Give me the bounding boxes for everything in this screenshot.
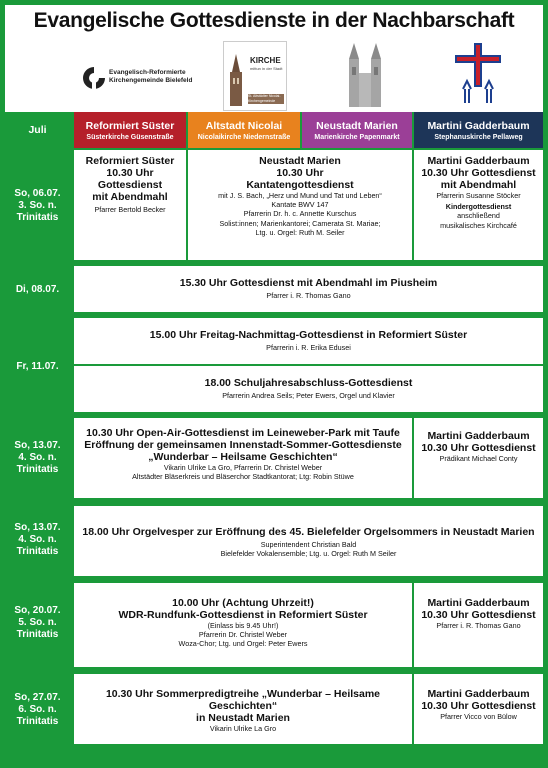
row1-marien-cantata: mit J. S. Bach, „Herz und Mund und Tat und Leben“	[218, 191, 382, 200]
cross-icon	[453, 41, 503, 109]
row4-date	[5, 440, 70, 476]
col2-header	[188, 112, 300, 148]
col2-sub: Nicolaikirche Niedernstraße	[197, 134, 291, 141]
row1-martini-detail: mit Abendmahl	[440, 179, 517, 191]
row6-martini-church: Martini Gadderbaum	[427, 597, 530, 609]
col3-header	[302, 112, 412, 148]
row7-martini-pastor: Pfarrer Vicco von Bülow	[440, 712, 517, 721]
row4-martini-pastor: Prädikant Michael Conty	[439, 454, 518, 463]
row5-date	[5, 522, 70, 558]
twin-towers-icon	[345, 43, 385, 107]
row1-marien-service: Kantatengottesdienst	[246, 179, 354, 191]
row7-martini-time: 10.30 Uhr Gottesdienst	[421, 700, 536, 712]
row1-martini-church: Martini Gadderbaum	[427, 155, 530, 167]
row1-date-line3: Trinitatis	[16, 212, 59, 223]
row4-date-line2: 4. So. n.	[18, 452, 57, 463]
row7-martini-cell	[414, 674, 543, 744]
row1-date	[5, 188, 70, 224]
row6-entry-note: (Einlass bis 9.45 Uhr!)	[207, 621, 279, 630]
row1-reformiert-time: 10.30 Uhr	[106, 167, 154, 179]
row4-subtitle: Eröffnung der gemeinsamen Innenstadt-Sommer-Gottesdienste	[84, 439, 402, 451]
row6-martini-cell	[414, 583, 543, 667]
row5-date-line1: So, 13.07.	[14, 522, 61, 533]
col3-sub: Marienkirche Papenmarkt	[314, 134, 400, 141]
row4-date-line1: So, 13.07.	[14, 440, 61, 451]
row3-date-line1: Fr, 11.07.	[16, 361, 59, 372]
row2-date	[5, 284, 70, 296]
row2-title: 15.30 Uhr Gottesdienst mit Abendmahl im Piusheim	[179, 277, 438, 289]
row1-marien-organ: Ltg. u. Orgel: Ruth M. Seiler	[255, 227, 345, 237]
row1-marien-time: 10.30 Uhr	[276, 167, 324, 179]
row5-cell	[74, 506, 543, 576]
row2-date-line1: Di, 08.07.	[15, 284, 60, 295]
row1-reformiert-cell	[74, 150, 186, 260]
row4-title: 10.30 Uhr Open-Air-Gottesdienst im Leineweber-Park mit Taufe	[86, 427, 400, 439]
row1-date-line2: 3. So. n.	[18, 200, 57, 211]
marien-logo	[345, 43, 385, 107]
row7-date	[5, 692, 70, 728]
row5-date-line2: 4. So. n.	[18, 534, 57, 545]
row7-date-line2: 6. So. n.	[18, 704, 57, 715]
row3b-pastor: Pfarrerin Andrea Seils; Peter Ewers, Orgel und Klavier	[222, 391, 395, 400]
row3b-cell	[74, 366, 543, 412]
nicolai-tagline: mittun in der Stadt	[250, 66, 283, 71]
row6-martini-pastor: Pfarrer i. R. Thomas Gano	[436, 621, 521, 630]
row4-martini-church: Martini Gadderbaum	[427, 430, 530, 442]
row1-marien-church: Neustadt Marien	[259, 155, 341, 167]
row7-location: in Neustadt Marien	[196, 712, 290, 724]
row6-martini-time: 10.30 Uhr Gottesdienst	[421, 609, 536, 621]
row1-reformiert-church: Reformiert Süster	[85, 155, 175, 167]
row1-martini-cell	[414, 150, 543, 260]
col4-name: Martini Gadderbaum	[427, 120, 530, 132]
page-title: Evangelische Gottesdienste in der Nachbarschaft	[5, 5, 543, 37]
row1-marien-bwv: Kantate BWV 147	[271, 200, 329, 210]
row3a-pastor: Pfarrerin i. R. Erika Edusei	[266, 343, 351, 352]
row3a-title: 15.00 Uhr Freitag-Nachmittag-Gottesdienst in Reformiert Süster	[149, 329, 468, 341]
row4-date-line3: Trinitatis	[16, 464, 59, 475]
logo-strip	[5, 37, 543, 112]
month-header	[5, 112, 70, 148]
row4-series: „Wunderbar – Heilsame Geschichten“	[148, 451, 338, 463]
row5-pastor: Superintendent Christian Bald	[260, 540, 357, 549]
row5-title: 18.00 Uhr Orgelvesper zur Eröffnung des 45. Bielefelder Orgelsommers in Neustadt Marien	[82, 526, 535, 538]
row1-martini-kids: Kindergottesdienst	[445, 202, 512, 212]
col4-sub: Stephanuskirche Pellaweg	[434, 134, 523, 141]
row6-main-cell	[74, 583, 412, 667]
row1-marien-musicians: Solist:innen; Marienkantorei; Camerata St. Mariae;	[219, 218, 381, 228]
row6-date-line1: So, 20.07.	[14, 605, 61, 616]
row7-pastor: Vikarin Ulrike La Gro	[209, 724, 277, 733]
row6-date	[5, 605, 70, 641]
martini-logo	[453, 41, 503, 109]
row1-reformiert-service: Gottesdienst	[97, 179, 163, 191]
row1-martini-cafe: musikalisches Kirchcafé	[440, 220, 517, 230]
row1-date-line1: So, 06.07.	[14, 188, 61, 199]
reformiert-logo	[81, 63, 193, 93]
row6-music: Woza-Chor; Ltg. und Orgel: Peter Ewers	[178, 639, 308, 649]
row3-date	[5, 361, 70, 373]
row4-martini-cell	[414, 418, 543, 498]
row7-title: 10.30 Uhr Sommerpredigtreihe „Wunderbar – Heilsame Geschichten“	[105, 688, 381, 712]
nicolai-logo	[223, 41, 287, 111]
row7-main-cell	[74, 674, 412, 744]
row5-date-line3: Trinitatis	[16, 546, 59, 557]
row7-date-line1: So, 27.07.	[14, 692, 61, 703]
row2-cell	[74, 266, 543, 312]
col3-name: Neustadt Marien	[316, 120, 398, 132]
row1-martini-pastor: Pfarrerin Susanne Stöcker	[436, 191, 521, 200]
row7-date-line3: Trinitatis	[16, 716, 59, 727]
col4-header	[414, 112, 543, 148]
nicolai-kirche-word: KIRCHE	[250, 56, 281, 65]
row4-main-cell	[74, 418, 412, 498]
row4-music: Altstädter Bläserkreis und Bläserchor Stadtkantorat; Ltg: Robin Stüwe	[132, 472, 354, 482]
row1-marien-pastor: Pfarrerin Dr. h. c. Annette Kurschus	[243, 209, 357, 219]
row6-date-line2: 5. So. n.	[18, 617, 57, 628]
row3b-title: 18.00 Schuljahresabschluss-Gottesdienst	[204, 377, 413, 389]
reformiert-logo-line2: Kirchengemeinde Bielefeld	[109, 77, 193, 84]
month-label: Juli	[28, 124, 47, 136]
row1-martini-after: anschließend	[457, 211, 500, 221]
row1-reformiert-pastor: Pfarrer Bertold Becker	[94, 205, 166, 214]
row6-pastor: Pfarrerin Dr. Christel Weber	[198, 630, 288, 640]
col2-name: Altstadt Nicolai	[205, 120, 283, 132]
row6-title: 10.00 Uhr (Achtung Uhrzeit!)	[172, 597, 314, 609]
row3a-cell	[74, 318, 543, 364]
col1-name: Reformiert Süster	[85, 120, 175, 132]
row1-martini-time: 10.30 Uhr Gottesdienst	[421, 167, 536, 179]
reformiert-icon	[81, 65, 107, 91]
church-tower-icon	[226, 54, 246, 106]
row6-subtitle: WDR-Rundfunk-Gottesdienst in Reformiert Süster	[118, 609, 368, 621]
col1-sub: Süsterkirche Güsenstraße	[86, 134, 174, 141]
row7-martini-church: Martini Gadderbaum	[427, 688, 530, 700]
row4-pastors: Vikarin Ulrike La Gro, Pfarrerin Dr. Christel Weber	[163, 463, 323, 472]
nicolai-name-bar: St. Altstädter Nicolai-Kirchengemeinde	[248, 94, 284, 104]
row1-marien-cell	[188, 150, 412, 260]
row2-pastor: Pfarrer i. R. Thomas Gano	[266, 291, 351, 300]
row6-date-line3: Trinitatis	[16, 629, 59, 640]
row4-martini-time: 10.30 Uhr Gottesdienst	[421, 442, 536, 454]
row5-music: Bielefelder Vokalensemble; Ltg. u. Orgel: Ruth M Seiler	[220, 549, 397, 559]
col1-header	[74, 112, 186, 148]
row1-reformiert-detail: mit Abendmahl	[92, 191, 168, 203]
reformiert-logo-line1: Evangelisch-Reformierte	[109, 69, 186, 76]
